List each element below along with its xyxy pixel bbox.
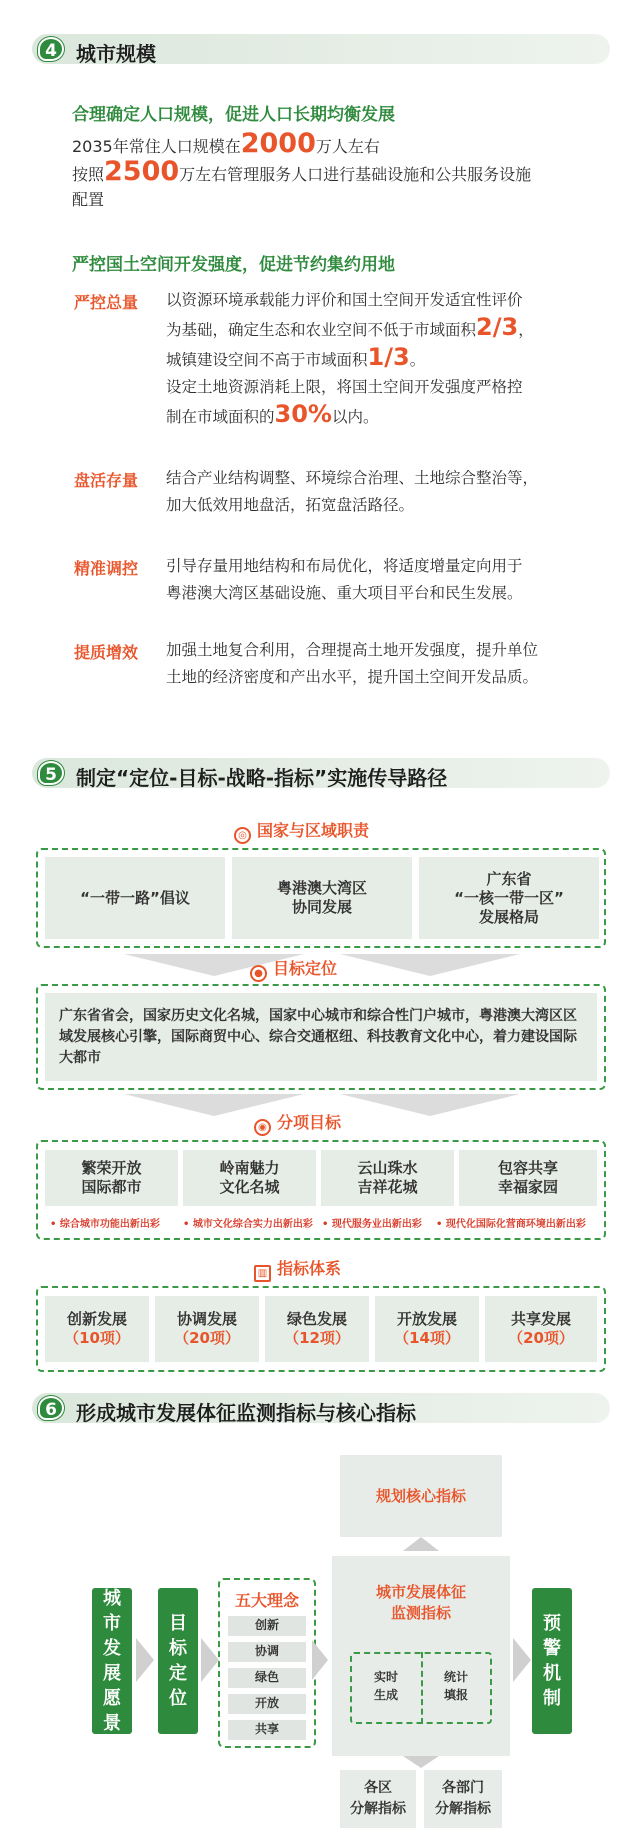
concept-4: 开放	[228, 1694, 306, 1714]
pr-line1: 引导存量用地结构和布局优化，将适度增量定向用于	[166, 557, 523, 575]
rv-line1: 结合产业结构调整、环境综合治理、土地综合整治等，	[166, 469, 539, 487]
pop-line2-pre: 按照	[72, 165, 105, 184]
arrow-up-icon	[403, 1537, 439, 1551]
item-text-precise	[166, 553, 616, 607]
target-heading	[250, 956, 337, 982]
target-position-box	[158, 1588, 198, 1734]
dept-index	[424, 1778, 502, 1820]
monitor-divider	[421, 1652, 423, 1724]
population-heading: 合理确定人口规模，促进人口长期均衡发展	[72, 105, 395, 125]
national-heading-text: 国家与区域职责	[257, 821, 370, 840]
gd-line1: 广东省	[486, 869, 532, 888]
vision-box	[92, 1588, 132, 1734]
item-text-quality	[166, 637, 616, 691]
rv-line2: 加大低效用地盘活，拓宽盘活路径。	[166, 496, 415, 514]
pop-line2-post: 万左右管理服务人口进行基础设施和公共服务设施	[179, 165, 532, 184]
chevron-right-icon	[513, 1638, 531, 1682]
pop-line3: 配置	[72, 190, 105, 209]
index-3	[265, 1296, 369, 1362]
ct-line3: 城镇建设空间不高于市域面积	[166, 351, 368, 369]
ct-line1: 以资源环境承载能力评价和国土空间开发适宜性评价	[166, 291, 523, 309]
realtime-gen	[354, 1668, 418, 1708]
belt-road-text: “一带一路”倡议	[80, 888, 190, 907]
goal-1-note: • 综合城市功能出新出彩	[50, 1219, 160, 1230]
population-text	[72, 128, 622, 213]
core-index-text: 规划核心指标	[375, 1487, 466, 1505]
dept-l2: 分解指标	[435, 1801, 491, 1817]
concept-5: 共享	[228, 1720, 306, 1740]
index-2-count: （20项）	[174, 1329, 240, 1347]
dept-l1: 各部门	[442, 1780, 484, 1796]
index-5-name: 共享发展	[510, 1310, 571, 1328]
pop-2500: 2500	[104, 156, 180, 187]
goal-1	[45, 1150, 178, 1206]
national-box-guangdong	[419, 857, 599, 939]
pop-line1-post: 万人左右	[315, 137, 380, 156]
target-icon: ◉	[254, 1119, 271, 1136]
arrow-down-icon	[340, 954, 520, 976]
stat-l1: 统计	[443, 1670, 468, 1684]
chevron-right-icon	[201, 1638, 219, 1682]
district-index	[340, 1778, 416, 1820]
realtime-l2: 生成	[373, 1688, 398, 1702]
index-4-count: （14项）	[394, 1329, 460, 1347]
ct-two-thirds: 2/3	[476, 313, 519, 341]
goal-2-note: • 城市文化综合实力出新出彩	[183, 1219, 313, 1230]
qu-line1: 加强土地复合利用，合理提高土地开发强度，提升单位	[166, 641, 539, 659]
index-heading-text: 指标体系	[277, 1259, 342, 1278]
goal-2-note-text: 城市文化综合实力出新出彩	[192, 1219, 313, 1230]
goal-2	[183, 1150, 316, 1206]
index-4	[375, 1296, 479, 1362]
item-text-revitalize	[166, 465, 616, 519]
goal-1-l1: 繁荣开放	[81, 1159, 142, 1177]
item-label-precise: 精准调控	[74, 559, 139, 578]
ct-line2-post: ，	[518, 321, 534, 339]
goal-1-note-text: 综合城市功能出新出彩	[59, 1219, 160, 1230]
district-l1: 各区	[364, 1780, 392, 1796]
index-5	[485, 1296, 597, 1362]
goal-4-note: • 现代化国际化营商环境出新出彩	[436, 1219, 586, 1230]
arrow-down-icon	[403, 1756, 439, 1768]
arrow-down-icon	[340, 1094, 520, 1116]
ct-line2: 为基础，确定生态和农业空间不低于市域面积	[166, 321, 477, 339]
ct-line5-post: 以内。	[331, 408, 379, 426]
section6-header	[32, 1393, 610, 1423]
gba-line2: 协同发展	[291, 898, 352, 916]
target-heading-text: 目标定位	[273, 959, 338, 978]
section5-header	[32, 758, 610, 788]
index-2-name: 协调发展	[176, 1310, 237, 1328]
goal-2-l1: 岭南魅力	[219, 1159, 280, 1177]
ct-line3-post: 。	[409, 351, 426, 369]
pop-2000: 2000	[240, 128, 316, 159]
index-4-name: 开放发展	[396, 1310, 457, 1328]
item-label-quality: 提质增效	[74, 643, 139, 662]
ct-thirty-percent: 30%	[274, 400, 332, 428]
chevron-right-icon	[312, 1640, 328, 1680]
location-pin-icon: ●	[250, 965, 267, 982]
ct-line5: 制在市域面积的	[166, 408, 275, 426]
globe-icon: ◎	[234, 827, 251, 844]
concept-1: 创新	[228, 1616, 306, 1636]
item-text-control-total	[166, 287, 616, 431]
land-heading: 严控国土空间开发强度，促进节约集约用地	[72, 255, 395, 275]
goal-4-note-text: 现代化国际化营商环境出新出彩	[445, 1219, 586, 1230]
warning-box	[532, 1588, 572, 1734]
index-2	[155, 1296, 259, 1362]
pop-line1-pre: 2035年常住人口规模在	[72, 137, 241, 156]
district-l2: 分解指标	[350, 1801, 406, 1817]
pr-line2: 粤港澳大湾区基础设施、重大项目平台和民生发展。	[166, 584, 523, 602]
bar-chart-icon: ▥	[254, 1265, 271, 1282]
gba-line1: 粤港澳大湾区	[276, 879, 367, 897]
ct-line4: 设定土地资源消耗上限，将国土空间开发强度严格控	[166, 378, 523, 396]
index-1-name: 创新发展	[66, 1310, 127, 1328]
goal-4-l2: 幸福家园	[497, 1178, 558, 1196]
national-box-gba	[232, 857, 412, 939]
goal-3-l2: 吉祥花城	[357, 1178, 418, 1196]
goal-3-note-text: 现代服务业出新出彩	[331, 1219, 422, 1230]
index-3-count: （12项）	[284, 1329, 350, 1347]
monitor-title-l2: 监测指标	[390, 1604, 451, 1622]
goal-3-l1: 云山珠水	[357, 1159, 418, 1177]
goal-2-l2: 文化名城	[219, 1178, 280, 1196]
national-box-belt-road	[45, 857, 225, 939]
section6-title: 形成城市发展体征监测指标与核心指标	[76, 1401, 416, 1425]
target-position-text: 目标定位	[169, 1613, 187, 1709]
section5-number: 5	[38, 761, 64, 785]
gd-line2: “一核一带一区”	[454, 888, 564, 907]
five-concepts-title: 五大理念	[234, 1591, 299, 1610]
monitor-title	[332, 1582, 510, 1624]
goal-4-l1: 包容共享	[497, 1159, 558, 1177]
gd-line3: 发展格局	[478, 907, 539, 926]
section4-number: 4	[38, 37, 64, 61]
monitor-title-l1: 城市发展体征	[375, 1583, 466, 1601]
index-1	[45, 1296, 149, 1362]
index-5-count: （20项）	[508, 1329, 574, 1347]
stat-l2: 填报	[443, 1688, 468, 1702]
section4-header	[32, 34, 610, 64]
goal-4	[459, 1150, 597, 1206]
section5-title: 制定“定位-目标-战略-指标”实施传导路径	[76, 766, 448, 790]
section6-number: 6	[38, 1396, 64, 1420]
index-1-count: （10项）	[64, 1329, 130, 1347]
concept-3: 绿色	[228, 1668, 306, 1688]
ct-one-third: 1/3	[367, 343, 410, 371]
national-heading	[234, 818, 369, 844]
item-label-revitalize: 盘活存量	[74, 471, 139, 490]
section4-title: 城市规模	[76, 42, 156, 66]
stat-fill	[424, 1668, 488, 1708]
index-3-name: 绿色发展	[286, 1310, 347, 1328]
warning-text: 预警机制	[543, 1613, 561, 1709]
goal-1-l2: 国际都市	[81, 1178, 142, 1196]
goal-3-note: • 现代服务业出新出彩	[322, 1219, 422, 1230]
goal-heading-text: 分项目标	[277, 1113, 342, 1132]
chevron-right-icon	[136, 1638, 154, 1682]
goal-3	[321, 1150, 454, 1206]
index-heading	[254, 1256, 341, 1282]
item-label-control-total: 严控总量	[74, 293, 139, 312]
realtime-l1: 实时	[373, 1670, 398, 1684]
goal-heading	[254, 1110, 341, 1136]
target-text: 广东省省会，国家历史文化名城，国家中心城市和综合性门户城市，粤港澳大湾区区域发展核心引擎，国际商贸中心、综合交通枢纽、科技教育文化中心，着力建设国际大都市	[45, 993, 597, 1081]
vision-text: 城市发展愿景	[103, 1588, 121, 1734]
concept-2: 协调	[228, 1642, 306, 1662]
qu-line2: 土地的经济密度和产出水平，提升国土空间开发品质。	[166, 668, 539, 686]
